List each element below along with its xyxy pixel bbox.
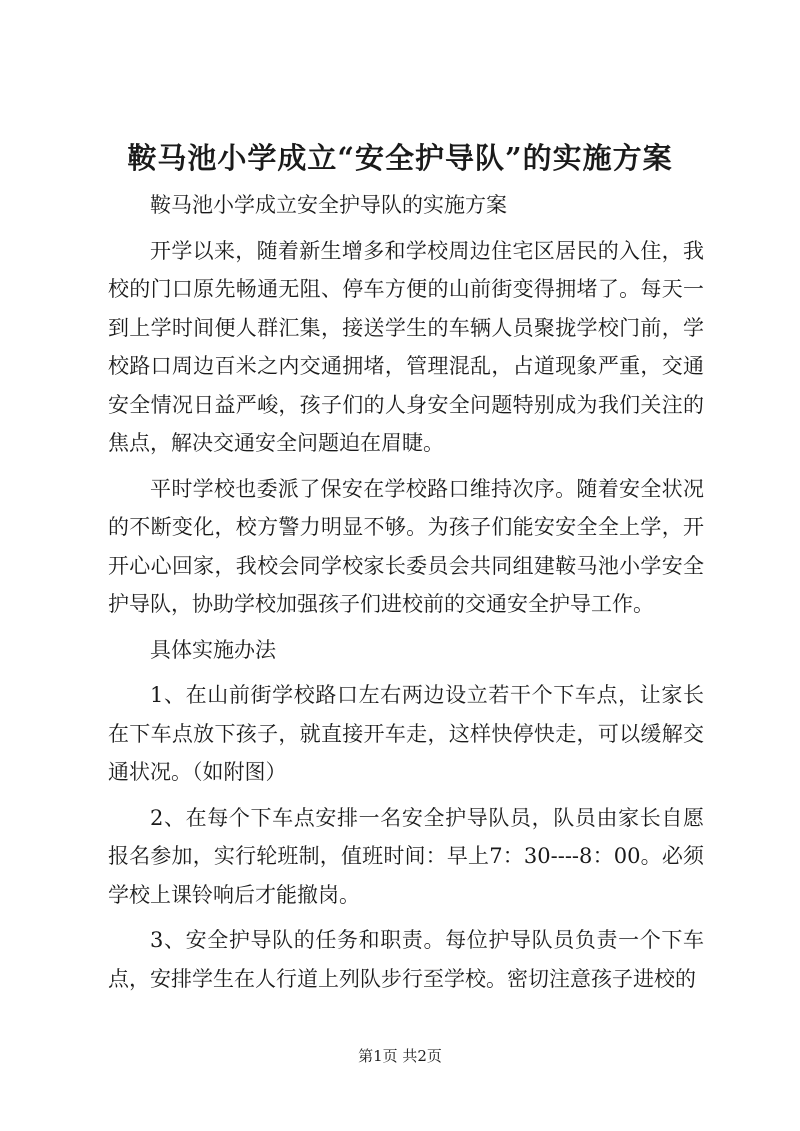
- item-2-paragraph: 2、在每个下车点安排一名安全护导队员，队员由家长自愿报名参加，实行轮班制，值班时间：早上7：30----8：00。必须学校上课铃响后才能撤岗。: [108, 805, 704, 907]
- background-paragraph: 开学以来，随着新生增多和学校周边住宅区居民的入住，我校的门口原先畅通无阻、停车方便的山前街变得拥堵了。每天一到上学时间便人群汇集，接送学生的车辆人员聚拢学校门前，学校路口周边百米之内交通拥堵，管理混乱，占道现象严重，交通安全情况日益严峻，孩子们的人身安全问题特别成为我们关注的焦点，解决交通安全问题迫在眉睫。: [108, 238, 704, 455]
- section-heading: 具体实施办法: [150, 637, 276, 662]
- subtitle-paragraph: 鞍马池小学成立安全护导队的实施方案: [150, 193, 507, 217]
- measures-paragraph: 平时学校也委派了保安在学校路口维持次序。随着安全状况的不断变化，校方警力明显不够。为孩子们能安安全全上学，开开心心回家，我校会同学校家长委员会共同组建鞍马池小学安全护导队，协助学校加强孩子们进校前的交通安全护导工作。: [108, 476, 704, 616]
- item-3-paragraph: 3、安全护导队的任务和职责。每位护导队员负责一个下车点，安排学生在人行道上列队步行至学校。密切注意孩子进校的: [108, 928, 704, 991]
- item-1-paragraph: 1、在山前街学校路口左右两边设立若干个下车点，让家长在下车点放下孩子，就直接开车走，这样快停快走，可以缓解交通状况。（如附图）: [108, 683, 704, 784]
- document-body: [108, 186, 704, 1005]
- page-footer: 第1页 共2页: [358, 1047, 442, 1065]
- document-title: 鞍马池小学成立“安全护导队”的实施方案: [127, 141, 673, 175]
